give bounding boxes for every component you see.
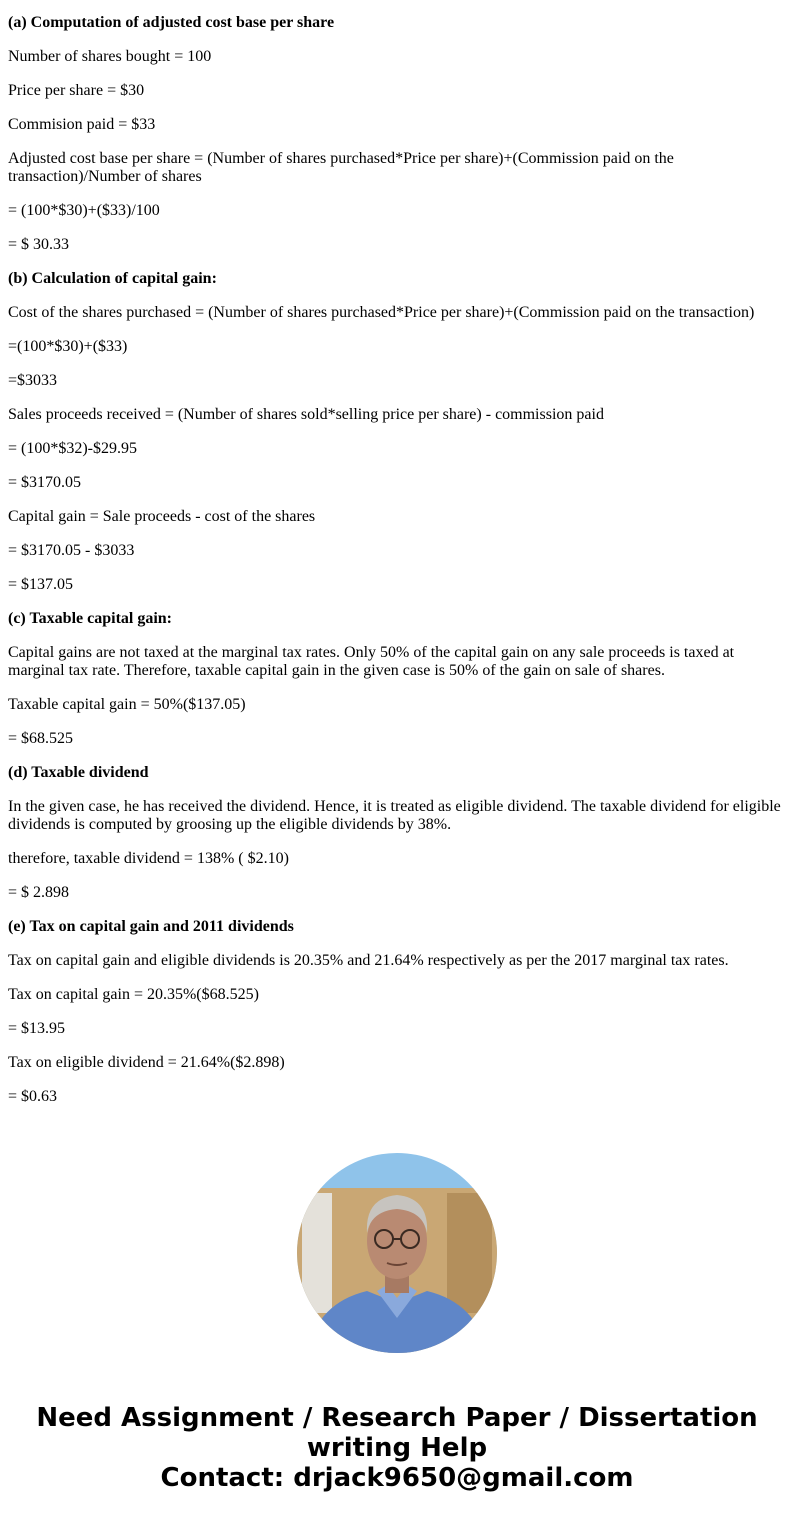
text-line: = (100*$32)-$29.95 [8, 440, 138, 457]
solution-body [8, 14, 786, 1122]
text-line: Number of shares bought = 100 [8, 48, 212, 65]
text-line: Tax on capital gain and eligible dividends is 20.35% and 21.64% respectively as per the 2017 marginal tax rates. [8, 952, 729, 969]
text-line: Capital gains are not taxed at the marginal tax rates. Only 50% of the capital gain on any sale proceeds is taxed at marginal tax rate. Therefore, taxable capital gain in the given case is 50% of the gain on sale of shares. [8, 644, 735, 679]
text-line: = (100*$30)+($33)/100 [8, 202, 160, 219]
promo-contact-text: Contact: drjack9650@gmail.com [160, 1463, 634, 1493]
text-line: Capital gain = Sale proceeds - cost of the shares [8, 508, 316, 525]
promo-footer [0, 1403, 794, 1493]
person-photo-icon [297, 1153, 497, 1353]
text-line: = $ 30.33 [8, 236, 70, 253]
text-line: Tax on capital gain = 20.35%($68.525) [8, 986, 259, 1003]
text-line: = $ 2.898 [8, 884, 70, 901]
avatar-wall-panel [447, 1193, 492, 1313]
text-line: Tax on eligible dividend = 21.64%($2.898) [8, 1054, 285, 1071]
text-line: = $0.63 [8, 1088, 58, 1105]
avatar-wall-panel-left [302, 1193, 332, 1313]
text-line: Sales proceeds received = (Number of shares sold*selling price per share) - commission paid [8, 406, 604, 423]
text-line: = $68.525 [8, 730, 74, 747]
text-line: Commision paid = $33 [8, 116, 156, 133]
author-avatar [297, 1153, 497, 1353]
text-line: In the given case, he has received the dividend. Hence, it is treated as eligible dividend. The taxable dividend for eligible dividends is computed by groosing up the eligible dividends by 38%. [8, 798, 781, 833]
text-line: =(100*$30)+($33) [8, 338, 128, 355]
section-heading: (e) Tax on capital gain and 2011 dividends [8, 918, 294, 935]
section-heading: (c) Taxable capital gain: [8, 610, 173, 627]
text-line: = $3170.05 [8, 474, 82, 491]
text-line: =$3033 [8, 372, 58, 389]
text-line: Taxable capital gain = 50%($137.05) [8, 696, 246, 713]
section-heading: (a) Computation of adjusted cost base per share [8, 14, 335, 31]
text-line: Adjusted cost base per share = (Number of shares purchased*Price per share)+(Commission paid on the transaction)/Number of shares [8, 150, 674, 185]
text-line: = $13.95 [8, 1020, 66, 1037]
section-heading: (d) Taxable dividend [8, 764, 149, 781]
text-line: Price per share = $30 [8, 82, 145, 99]
text-line: Cost of the shares purchased = (Number of shares purchased*Price per share)+(Commission paid on the transaction) [8, 304, 755, 321]
text-line: = $3170.05 - $3033 [8, 542, 135, 559]
text-line: therefore, taxable dividend = 138% ( $2.10) [8, 850, 289, 867]
section-heading: (b) Calculation of capital gain: [8, 270, 217, 287]
text-line: = $137.05 [8, 576, 74, 593]
promo-help-text: Need Assignment / Research Paper / Dissertation writing Help [36, 1403, 758, 1463]
